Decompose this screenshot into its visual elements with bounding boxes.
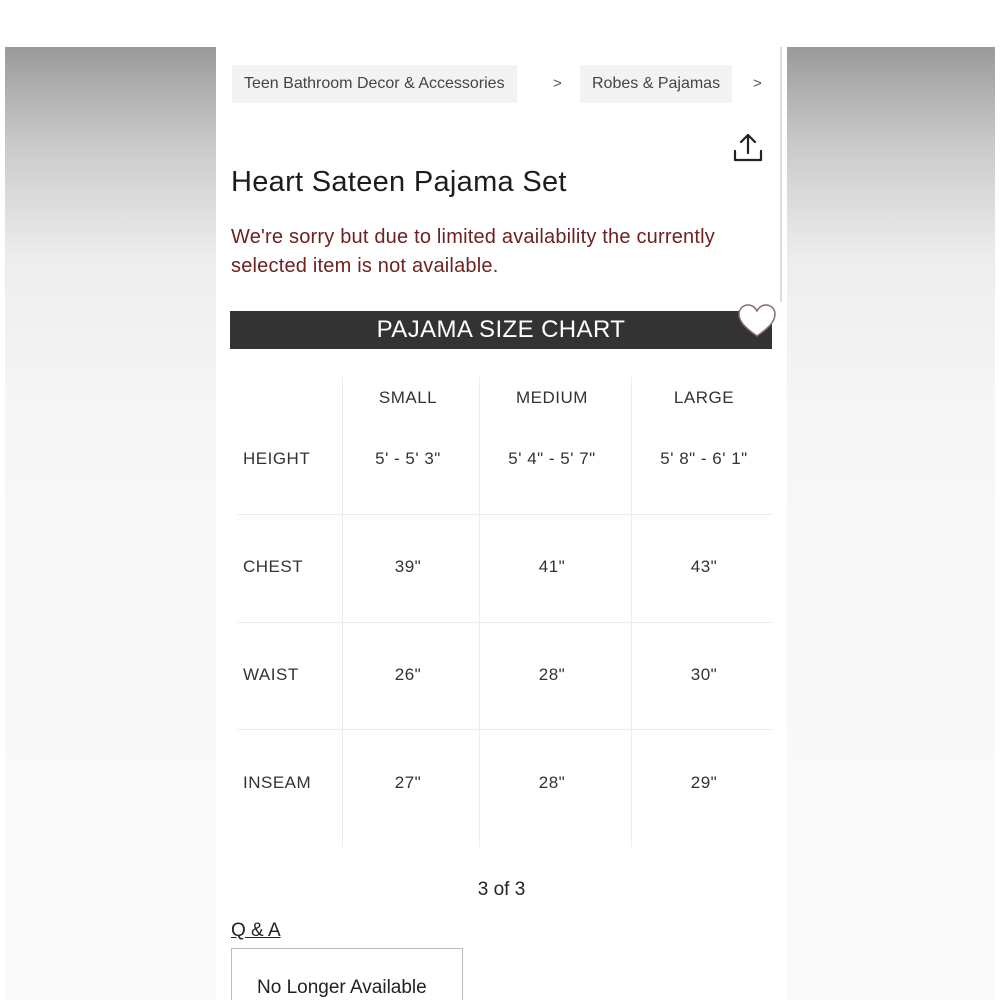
availability-message: We're sorry but due to limited availability the currently selected item is not available. (231, 226, 715, 277)
row-label-inseam: INSEAM (243, 773, 312, 792)
table-cell: 28" (538, 773, 566, 792)
scrollbar[interactable] (780, 47, 782, 302)
table-cell: 43" (690, 557, 718, 576)
share-icon[interactable] (730, 131, 766, 167)
table-cell: 5' 8" - 6' 1" (660, 449, 748, 468)
gallery-pager: 3 of 3 (477, 879, 526, 900)
breadcrumb-item-robes-pajamas[interactable]: Robes & Pajamas (580, 65, 732, 103)
row-label-waist: WAIST (243, 665, 299, 684)
row-label-height: HEIGHT (243, 449, 311, 468)
qa-link[interactable]: Q & A (231, 920, 281, 941)
column-header-small: SMALL (378, 388, 438, 407)
breadcrumb-separator: > (753, 75, 762, 92)
product-page (216, 47, 787, 1000)
table-divider (238, 729, 772, 730)
heart-icon[interactable] (736, 303, 778, 339)
table-divider (479, 377, 480, 847)
table-cell: 26" (394, 665, 422, 684)
column-header-medium: MEDIUM (516, 388, 588, 407)
table-cell: 28" (538, 665, 566, 684)
table-cell: 5' - 5' 3" (375, 449, 441, 468)
breadcrumb-item-teen-bathroom[interactable]: Teen Bathroom Decor & Accessories (232, 65, 517, 103)
product-title: Heart Sateen Pajama Set (231, 166, 567, 198)
table-divider (238, 622, 772, 623)
table-divider (631, 377, 632, 847)
column-header-large: LARGE (673, 388, 735, 407)
size-chart-title: PAJAMA SIZE CHART (230, 311, 772, 349)
table-cell: 5' 4" - 5' 7" (508, 449, 596, 468)
table-cell: 41" (538, 557, 566, 576)
table-cell: 30" (690, 665, 718, 684)
table-divider (238, 514, 772, 515)
background-left (5, 47, 216, 1000)
no-longer-available-button[interactable]: No Longer Available (231, 948, 463, 1000)
background-right (787, 47, 995, 1000)
breadcrumb-separator: > (553, 75, 562, 92)
table-cell: 27" (394, 773, 422, 792)
row-label-chest: CHEST (243, 557, 304, 576)
table-cell: 39" (394, 557, 422, 576)
table-cell: 29" (690, 773, 718, 792)
